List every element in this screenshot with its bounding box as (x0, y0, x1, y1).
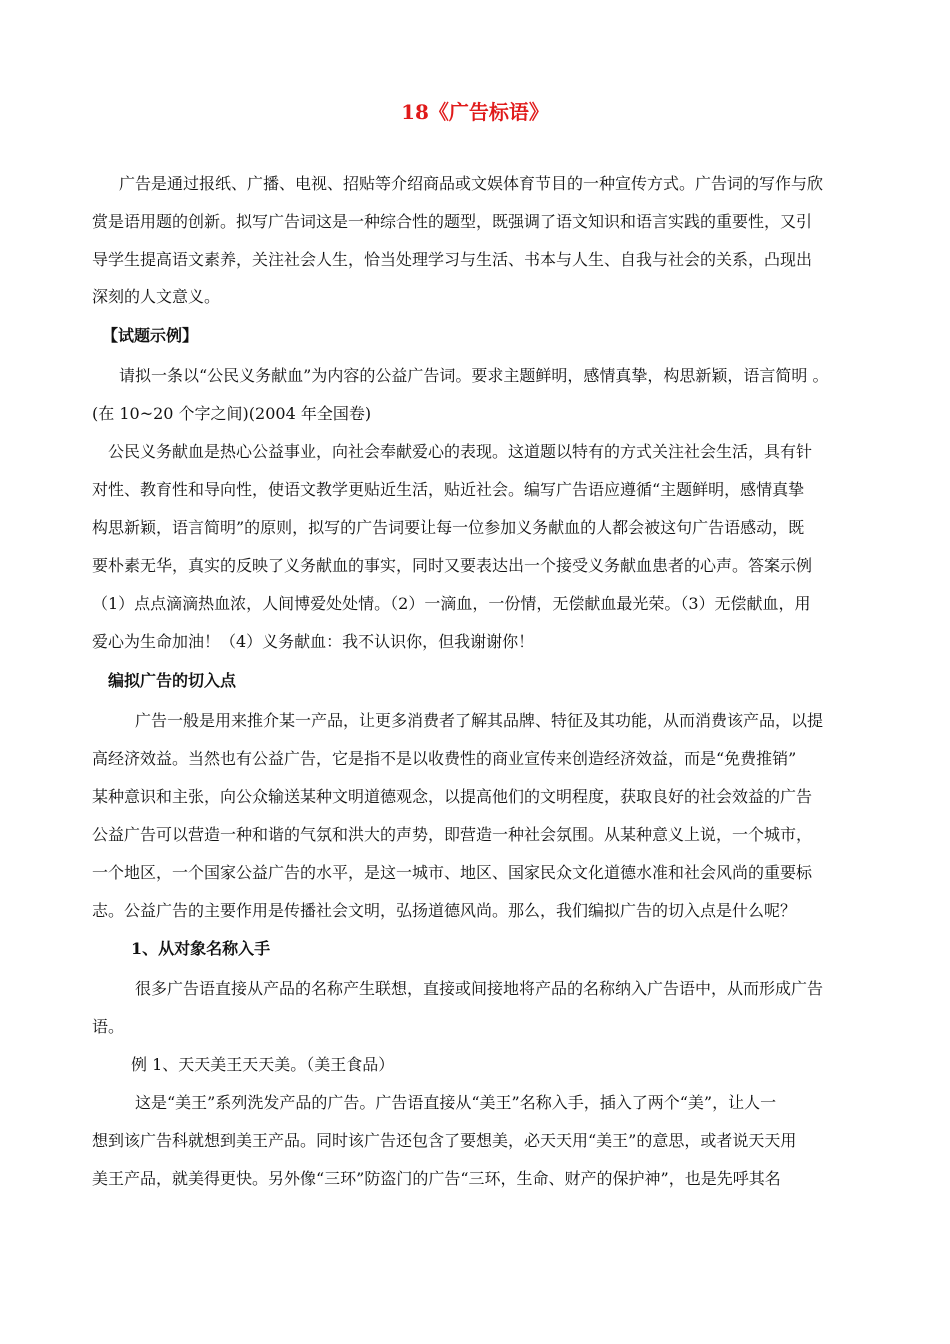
paragraph-line: (在 10~20 个字之间)(2004 年全国卷) (92, 404, 372, 423)
paragraph-line: 志。公益广告的主要作用是传播社会文明，弘扬道德风尚。那么，我们编拟广告的切入点是什么呢？ (92, 901, 797, 920)
section-heading: 编拟广告的切入点 (108, 671, 237, 690)
paragraph-line: 某种意识和主张，向公众输送某种文明道德观念，以提高他们的文明程度，获取良好的社会效益的广告 (92, 787, 813, 806)
paragraph-line: 请拟一条以“公民义务献血”为内容的公益广告词。要求主题鲜明，感情真挚，构思新颖，语言简明 。 (119, 366, 829, 385)
paragraph-line: 深刻的人文意义。 (92, 287, 221, 306)
paragraph-line: 一个地区，一个国家公益广告的水平，是这一城市、地区、国家民众文化道德水准和社会风尚的重要标 (92, 863, 813, 882)
paragraph-line: 要朴素无华，真实的反映了义务献血的事实，同时又要表达出一个接受义务献血患者的心声。答案示例 (92, 556, 813, 575)
paragraph-line: 语。 (92, 1017, 125, 1036)
paragraph-line: 公民义务献血是热心公益事业，向社会奉献爱心的表现。这道题以特有的方式关注社会生活，具有针 (108, 442, 813, 461)
paragraph-line: 赏是语用题的创新。拟写广告词这是一种综合性的题型，既强调了语文知识和语言实践的重要性，又引 (92, 212, 813, 231)
paragraph-line: 高经济效益。当然也有公益广告，它是指不是以收费性的商业宣传来创造经济效益，而是“免费推销” (92, 749, 797, 768)
paragraph-line: 公益广告可以营造一种和谐的气氛和洪大的声势，即营造一种社会氛围。从某种意义上说，一个城市， (92, 825, 813, 844)
paragraph-line: 很多广告语直接从产品的名称产生联想，直接或间接地将产品的名称纳入广告语中，从而形成广告 (135, 979, 824, 998)
paragraph-line: 对性、教育性和导向性，使语文教学更贴近生活，贴近社会。编写广告语应遵循“主题鲜明，感情真挚 (92, 480, 805, 499)
paragraph-line: 想到该广告科就想到美王产品。同时该广告还包含了要想美，必天天用“美王”的意思，或者说天天用 (92, 1131, 797, 1150)
paragraph-line: 美王产品，就美得更快。另外像“三环”防盗门的广告“三环，生命、财产的保护神”，也是先呼其名 (92, 1169, 781, 1188)
paragraph-line: 例 1、天天美王天天美。（美王食品） (131, 1055, 395, 1074)
paragraph-line: 这是“美王”系列洗发产品的广告。广告语直接从“美王”名称入手，插入了两个“美”，让人一 (135, 1093, 777, 1112)
paragraph-line: 构思新颖，语言简明”的原则，拟写的广告词要让每一位参加义务献血的人都会被这句广告语感动，既 (92, 518, 805, 537)
paragraph-line: 爱心为生命加油！（4）义务献血：我不认识你，但我谢谢你！ (92, 632, 535, 651)
paragraph-line: 广告是通过报纸、广播、电视、招贴等介绍商品或文娱体育节目的一种宣传方式。广告词的写作与欣 (119, 174, 824, 193)
paragraph-line: （1）点点滴滴热血浓，人间博爱处处情。（2）一滴血，一份情，无偿献血最光荣。（3）无偿献血，用 (92, 594, 811, 613)
paragraph-line: 广告一般是用来推介某一产品，让更多消费者了解其品牌、特征及其功能，从而消费该产品，以提 (135, 711, 824, 730)
section-heading: 1、从对象名称入手 (131, 939, 271, 958)
section-heading: 【试题示例】 (102, 326, 199, 345)
paragraph-line: 导学生提高语文素养，关注社会人生，恰当处理学习与生活、书本与人生、自我与社会的关系，凸现出 (92, 250, 813, 269)
document-title: 18《广告标语》 (401, 100, 549, 124)
